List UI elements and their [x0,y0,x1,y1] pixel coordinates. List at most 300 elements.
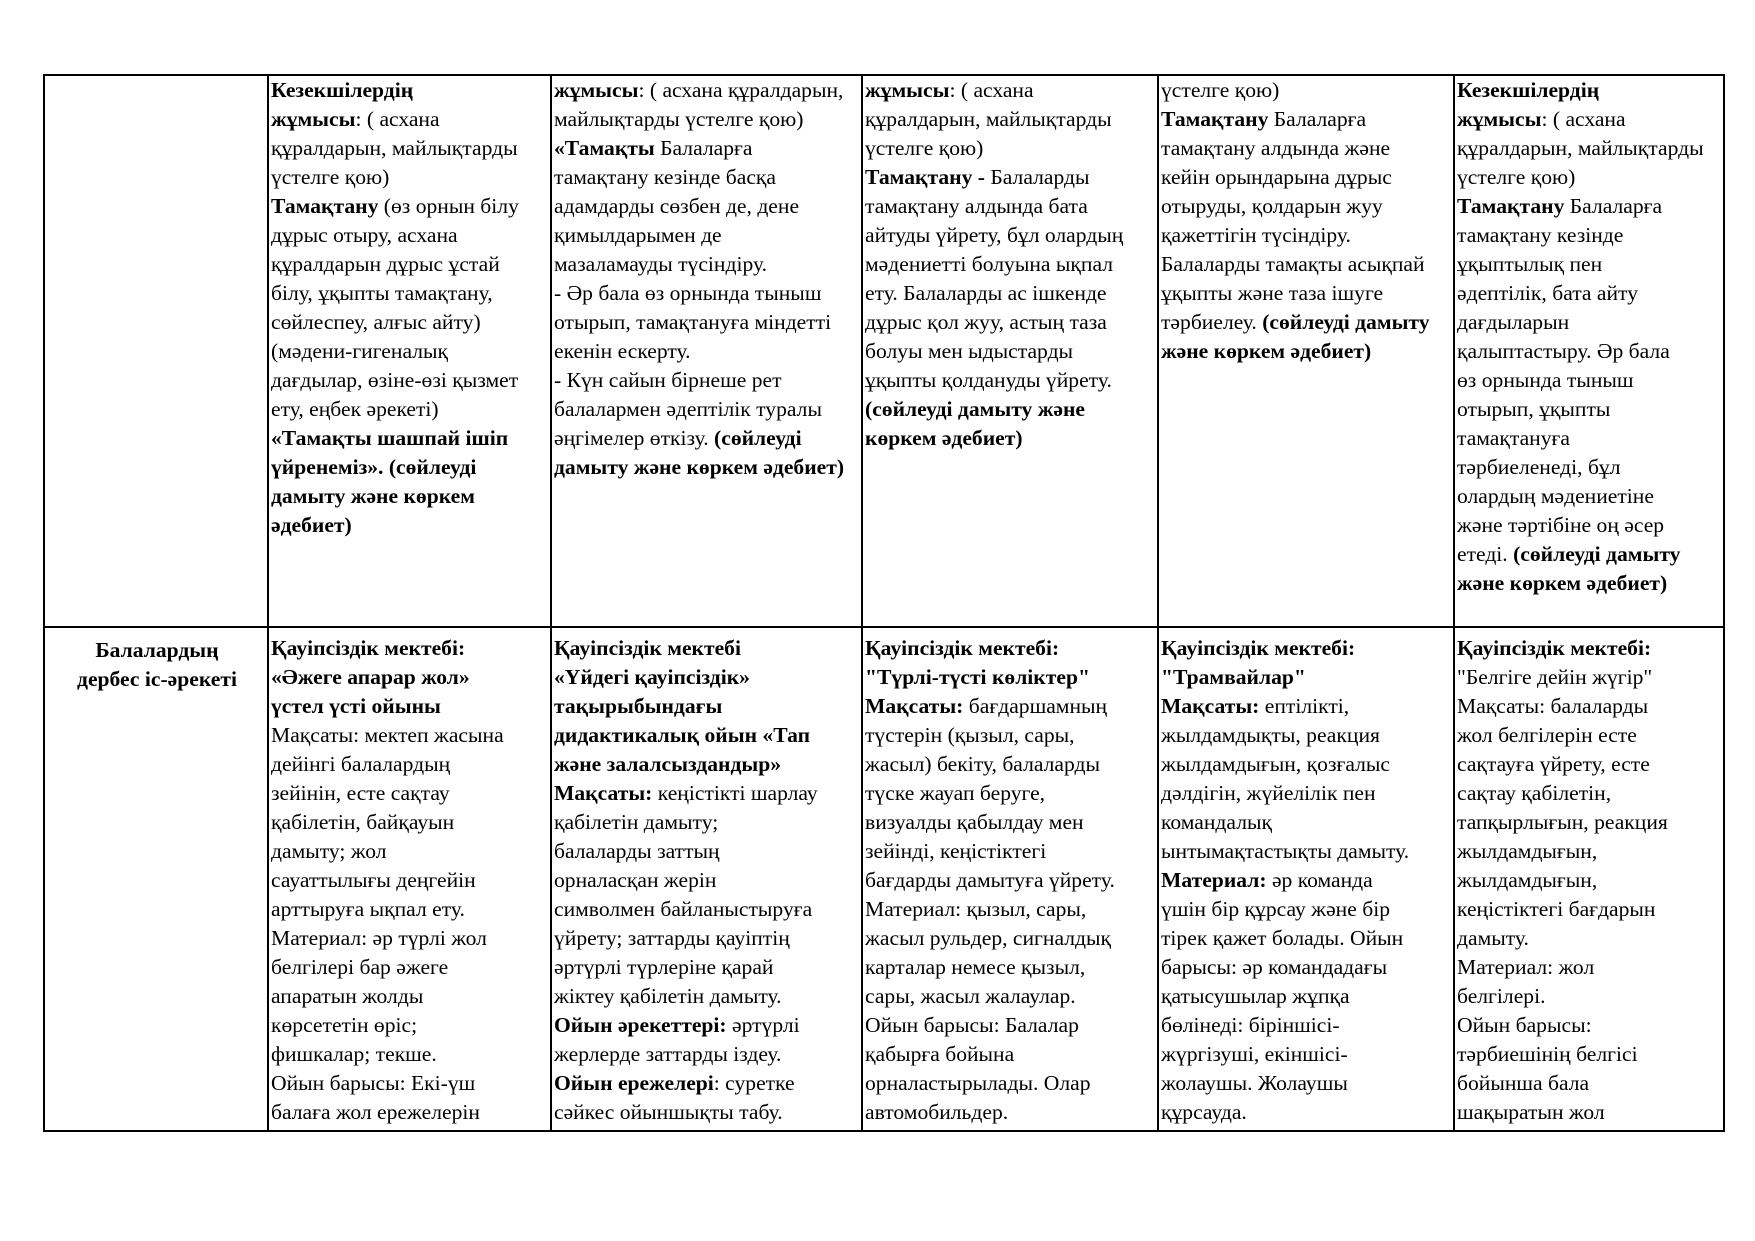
text-line [271,134,550,163]
plain-text: Балаларға [1268,107,1367,131]
text-line [1457,663,1723,692]
text-line [271,634,550,663]
text-line [554,953,861,982]
text-line [1161,1069,1453,1098]
text-line [554,866,861,895]
text-line [1161,663,1453,692]
bold-text: тақырыбындағы [554,694,723,718]
bold-text: Тамақтану [1457,194,1565,218]
plain-text: екенін ескерту. [554,339,691,363]
text-line [1161,134,1453,163]
plain-text: дамыту. [1457,926,1529,950]
plain-text: етеді. [1457,542,1514,566]
text-line [1161,924,1453,953]
text-line [554,134,861,163]
text-line [554,221,861,250]
plain-text: тамақтануға [1457,426,1570,450]
text-line [1161,721,1453,750]
row-label-line: Балалардың [95,638,219,662]
plain-text: тамақтану алдында және [1161,136,1391,160]
day-cell [1158,75,1454,627]
text-line [865,1098,1157,1127]
text-line [554,1011,861,1040]
plain-text: отырып, тамақтануға міндетті [554,310,832,334]
text-line [271,163,550,192]
text-line [554,453,861,482]
plain-text: жүргізуші, екіншісі- [1161,1042,1348,1066]
bold-text: (сөйлеуді [714,426,802,450]
text-line [865,634,1157,663]
text-line [865,837,1157,866]
plain-text: : ( асхана құралдарын, [638,78,844,102]
plain-text: үйрету; заттарды қауіптің [554,926,790,950]
text-line [554,250,861,279]
bold-text: Кезекшілердің [271,78,414,102]
plain-text: тамақтану кезінде [1457,223,1624,247]
plain-text: Материал: жол [1457,955,1595,979]
bold-text: және залалсыздандыр» [554,752,782,776]
text-line [554,366,861,395]
text-line [554,395,861,424]
plain-text: Балаларды тамақты асықпай [1161,252,1425,276]
plain-text: барысы: әр командадағы [1161,955,1388,979]
bold-text: «Әжеге апарар жол» [271,665,470,689]
plain-text: үстелге қою) [1161,78,1280,102]
text-line [865,982,1157,1011]
text-line [865,337,1157,366]
text-line [1457,453,1723,482]
text-line [865,692,1157,721]
text-line [1457,924,1723,953]
text-line [865,163,1157,192]
text-line [1161,634,1453,663]
plain-text: майлықтарды үстелге қою) [554,107,804,131]
text-line [554,692,861,721]
text-line [1161,895,1453,924]
bold-text: Кезекшілердің [1457,78,1600,102]
text-line [1161,192,1453,221]
text-line [1161,692,1453,721]
day-cell [1454,75,1724,627]
text-line [1457,540,1723,569]
plain-text: жіктеу қабілетін дамыту. [554,984,782,1008]
plain-text: ептілікті, [1259,694,1350,718]
bold-text: (сөйлеуді дамыту [1513,542,1681,566]
text-line [271,76,550,105]
text-line [554,837,861,866]
row-label [47,628,267,694]
plain-text: жылдамдығын, [1457,868,1598,892]
plain-text: әртүрлі [726,1013,800,1037]
text-line [865,250,1157,279]
day-cell [1158,627,1454,1131]
text-line [1457,895,1723,924]
text-line [1161,750,1453,779]
text-line [271,366,550,395]
text-line [271,866,550,895]
plain-text: түстерін (қызыл, сары, [865,723,1075,747]
day-cell [862,627,1158,1131]
bold-text: дамыту және көркем [271,484,475,508]
bold-text: Қауіпсіздік мектебі [554,636,741,660]
text-line [271,895,550,924]
text-line [1161,163,1453,192]
cell-text [865,628,1157,1127]
text-line [1457,1098,1723,1127]
plain-text: бағдарды дамытуға үйрету. [865,868,1115,892]
plain-text: балаларды заттың [554,839,720,863]
text-line [554,808,861,837]
text-line [554,1098,861,1127]
plain-text: тәрбиеленеді, бұл [1457,455,1621,479]
plain-text: (мәдени-гигеналық [271,339,448,363]
plain-text: жол белгілерін есте [1457,723,1637,747]
text-line [271,953,550,982]
plain-text: визуалды қабылдау мен [865,810,1084,834]
text-line [1457,721,1723,750]
text-line [1457,308,1723,337]
day-cell [551,75,862,627]
text-line [271,1069,550,1098]
plain-text: тапқырлығын, реакция [1457,810,1668,834]
text-line [1457,424,1723,453]
text-line [1457,750,1723,779]
bold-text: әдебиет) [271,513,352,537]
plain-text: сары, жасыл жалаулар. [865,984,1076,1008]
cell-text [1457,76,1723,598]
text-line [1161,1040,1453,1069]
text-line [554,105,861,134]
text-line [1161,808,1453,837]
text-line [1161,779,1453,808]
plain-text: үстелге қою) [1457,165,1576,189]
plain-text: орналасқан жерін [554,868,717,892]
text-line [554,337,861,366]
text-line [271,663,550,692]
plain-text: Мақсаты: мектеп жасына [271,723,504,747]
plain-text: тамақтану кезінде басқа [554,165,777,189]
text-line [1457,837,1723,866]
plain-text: құрсауда. [1161,1100,1247,1124]
plain-text: ету. Балаларды ас ішкенде [865,281,1107,305]
text-line [1161,953,1453,982]
text-line [554,982,861,1011]
bold-text: көркем әдебиет) [865,426,1023,450]
text-line [865,105,1157,134]
bold-text: және көркем әдебиет) [1161,339,1372,363]
plain-text: түске жауап беруге, [865,781,1046,805]
bold-text: үйренеміз». (сөйлеуді [271,455,477,479]
plain-text: арттыруға ықпал ету. [271,897,465,921]
text-line [271,511,550,540]
text-line [1457,569,1723,598]
plain-text: ынтымақтастықты дамыту. [1161,839,1410,863]
text-line [1161,337,1453,366]
row-label-cell [44,75,268,627]
plain-text: ұқыпты қолдануды үйрету. [865,368,1112,392]
text-line [554,721,861,750]
plain-text: қабілетін дамыту; [554,810,719,834]
plain-text: және тәртібіне оң әсер [1457,513,1665,537]
text-line [271,721,550,750]
text-line [554,1069,861,1098]
row-label-line: дербес іс-әрекеті [77,667,237,691]
text-line [865,1040,1157,1069]
text-line [1457,192,1723,221]
day-cell [268,627,551,1131]
text-line [1457,982,1723,1011]
plan-table-page [43,74,1723,1130]
plain-text: Мақсаты: балаларды [1457,694,1649,718]
plain-text: дағдылар, өзіне-өзі қызмет [271,368,519,392]
text-line [1161,105,1453,134]
plain-text: Балаларға [1564,194,1663,218]
plain-text: жылдамдығын, қозғалыс [1161,752,1390,776]
plain-text: сауаттылығы деңгейін [271,868,476,892]
plain-text: балалармен әдептілік туралы [554,397,822,421]
plain-text: символмен байланыстыруға [554,897,813,921]
bold-text: Қауіпсіздік мектебі: [1457,636,1652,660]
text-line [554,924,861,953]
plain-text: - Әр бала өз орнында тыныш [554,281,822,305]
plain-text: карталар немесе қызыл, [865,955,1086,979]
plain-text: автомобильдер. [865,1100,1009,1124]
text-line [554,76,861,105]
text-line [271,192,550,221]
text-line [865,721,1157,750]
text-line [865,866,1157,895]
plain-text: сөйлеспеу, алғыс айту) [271,310,481,334]
plain-text: орналастырылады. Олар [865,1071,1091,1095]
text-line [865,924,1157,953]
row-label [47,76,267,84]
text-line [865,76,1157,105]
day-cell [1454,627,1724,1131]
plain-text: қалыптастыру. Әр бала [1457,339,1670,363]
text-line [554,663,861,692]
text-line [865,308,1157,337]
plain-text: зейінді, кеңістіктегі [865,839,1047,863]
text-line [1161,308,1453,337]
plain-text: үшін бір құрсау және бір [1161,897,1391,921]
table-row [44,627,1724,1131]
text-line [554,163,861,192]
plain-text: Материал: әр түрлі жол [271,926,487,950]
text-line [271,692,550,721]
bold-text: «Үйдегі қауіпсіздік» [554,665,750,689]
text-line [865,750,1157,779]
text-line [554,192,861,221]
text-line [271,924,550,953]
plain-text: болуы мен ыдыстарды [865,339,1074,363]
text-line [271,1040,550,1069]
text-line [1161,1098,1453,1127]
text-line [1457,1040,1723,1069]
plain-text: Балаларды [984,165,1090,189]
bold-text: "Түрлі-түсті көліктер" [865,665,1090,689]
text-line [865,424,1157,453]
plain-text: қажеттігін түсіндіру. [1161,223,1351,247]
plain-text: дұрыс қол жуу, астың таза [865,310,1107,334]
text-line [1457,1011,1723,1040]
cell-text [271,628,550,1127]
text-line [1457,1069,1723,1098]
text-line [1457,634,1723,663]
text-line [1457,692,1723,721]
text-line [865,895,1157,924]
plain-text: ету, еңбек әрекеті) [271,397,439,421]
plain-text: отырып, ұқыпты [1457,397,1611,421]
text-line [1457,779,1723,808]
text-line [1457,163,1723,192]
text-line [271,482,550,511]
plain-text: құралдарын, майлықтарды [1457,136,1704,160]
plain-text: жерлерде заттарды іздеу. [554,1042,782,1066]
plain-text: (өз орнын білу [378,194,519,218]
text-line [271,308,550,337]
plain-text: командалық [1161,810,1272,834]
bold-text: (сөйлеуді дамыту [1262,310,1430,334]
plain-text: мәдениетті болуына ықпал [865,252,1114,276]
plain-text: қабырға бойына [865,1042,1015,1066]
cell-text [271,76,550,540]
plain-text: : суретке [713,1071,795,1095]
plain-text: сәйкес ойыншықты табу. [554,1100,783,1124]
bold-text: жұмысы [1457,107,1542,131]
day-cell [862,75,1158,627]
plain-text: бағдаршамның [963,694,1108,718]
text-line [1457,953,1723,982]
plain-text: - Күн сайын бірнеше рет [554,368,782,392]
plain-text: отыруды, қолдарын жуу [1161,194,1383,218]
bold-text: Тамақтану [271,194,379,218]
text-line [1457,482,1723,511]
text-line [271,221,550,250]
text-line [1161,982,1453,1011]
activity-plan-table [43,74,1725,1132]
plain-text: балаға жол ережелерін [271,1100,480,1124]
bold-text: (сөйлеуді дамыту және [865,397,1086,421]
cell-text [1161,628,1453,1127]
plain-text: кейін орындарына дұрыс [1161,165,1392,189]
text-line [1161,866,1453,895]
text-line [865,663,1157,692]
text-line [865,134,1157,163]
bold-text: Қауіпсіздік мектебі: [1161,636,1356,660]
text-line [865,1069,1157,1098]
plain-text: апаратын жолды [271,984,424,1008]
text-line [554,279,861,308]
plain-text: : ( асхана [949,78,1034,102]
plain-text: әр команда [1266,868,1373,892]
plain-text: жасыл рульдер, сигналдық [865,926,1112,950]
cell-text [554,628,861,1127]
text-line [1457,279,1723,308]
bold-text: Мақсаты: [554,781,653,805]
text-line [865,395,1157,424]
cell-text [865,76,1157,453]
plain-text: жолаушы. Жолаушы [1161,1071,1348,1095]
text-line [271,808,550,837]
text-line [865,953,1157,982]
text-line [271,750,550,779]
text-line [271,1011,550,1040]
text-line [1457,337,1723,366]
plain-text: Материал: қызыл, сары, [865,897,1087,921]
text-line [271,982,550,1011]
plain-text: Ойын барысы: Балалар [865,1013,1079,1037]
plain-text: тәрбиешінің белгісі [1457,1042,1638,1066]
bold-text: «Тамақты [554,136,655,160]
bold-text: үстел үсті ойыны [271,694,441,718]
plain-text: мазаламауды түсіндіру. [554,252,768,276]
bold-text: Ойын әрекеттері: [554,1013,727,1037]
plain-text: көрсететін өріс; [271,1013,418,1037]
bold-text: және көркем әдебиет) [1457,571,1668,595]
text-line [865,779,1157,808]
text-line [865,221,1157,250]
plain-text: олардың мәдениетіне [1457,484,1654,508]
plain-text: Ойын барысы: [1457,1013,1592,1037]
bold-text: Қауіпсіздік мектебі: [271,636,466,660]
plain-text: тәрбиелеу. [1161,310,1263,334]
text-line [1161,1011,1453,1040]
text-line [1161,279,1453,308]
text-line [1457,134,1723,163]
row-label-cell [44,627,268,1131]
text-line [554,424,861,453]
text-line [271,453,550,482]
text-line [1457,511,1723,540]
plain-text: : ( асхана [355,107,440,131]
plain-text: тірек қажет болады. Ойын [1161,926,1404,950]
plain-text: қимылдарымен де [554,223,722,247]
plain-text: дейінгі балалардың [271,752,451,776]
bold-text: «Тамақты шашпай ішіп [271,426,509,450]
plain-text: бөлінеді: біріншісі- [1161,1013,1340,1037]
text-line [271,337,550,366]
cell-text [1161,76,1453,366]
text-line [1161,76,1453,105]
plain-text: үстелге қою) [865,136,984,160]
day-cell [268,75,551,627]
bold-text: Мақсаты: [865,694,964,718]
text-line [271,395,550,424]
bold-text: Қауіпсіздік мектебі: [865,636,1060,660]
text-line [271,424,550,453]
plain-text: өз орнында тыныш [1457,368,1634,392]
bold-text: дидактикалық ойын «Тап [554,723,811,747]
plain-text: жылдамдығын, [1457,839,1598,863]
text-line [1457,395,1723,424]
plain-text: тамақтану алдында бата [865,194,1088,218]
plain-text: құралдарын, майлықтарды [865,107,1112,131]
plain-text: ұқыптылық пен [1457,252,1603,276]
text-line [554,1040,861,1069]
text-line [1457,866,1723,895]
text-line [865,366,1157,395]
text-line [1457,221,1723,250]
text-line [1161,837,1453,866]
text-line [865,192,1157,221]
day-cell [551,627,862,1131]
plain-text: кеңістіктегі бағдарын [1457,897,1656,921]
text-line [1457,76,1723,105]
plain-text: сақтауға үйрету, есте [1457,752,1650,776]
plain-text: сақтау қабілетін, [1457,781,1612,805]
cell-text [554,76,861,482]
plain-text: үстелге қою) [271,165,390,189]
